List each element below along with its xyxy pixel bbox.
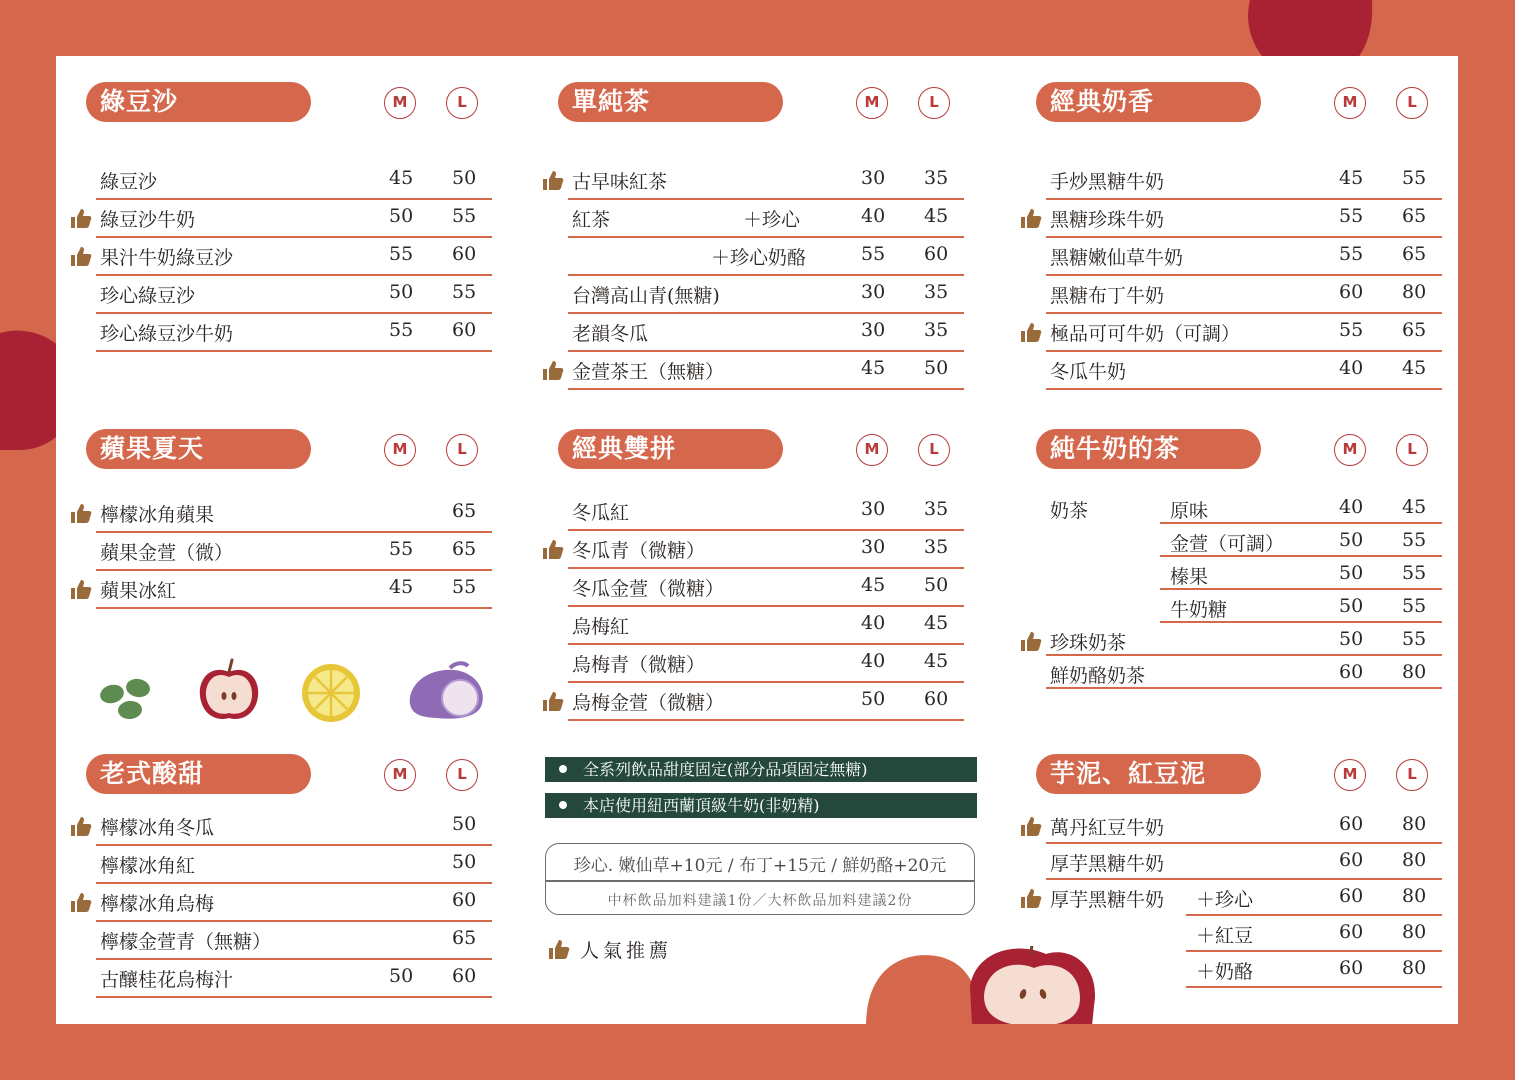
price-l: 50 xyxy=(924,574,949,596)
menu-row xyxy=(86,808,506,846)
item-option: ＋珍心奶酪 xyxy=(711,247,807,269)
menu-row xyxy=(1036,557,1456,590)
menu-row xyxy=(558,569,978,607)
price-m: 50 xyxy=(389,205,414,227)
price-l: 65 xyxy=(452,500,477,522)
item-name: 古早味紅茶 xyxy=(572,171,668,193)
item-name: 老韻冬瓜 xyxy=(572,323,649,345)
size-m-badge: M xyxy=(1334,87,1366,119)
item-name: 金萱茶王（無糖） xyxy=(572,361,725,383)
section-title: 經典奶香 xyxy=(1036,82,1261,122)
section-old-sour-sweet xyxy=(86,754,516,1024)
apple-decoration-bottom xyxy=(866,946,1106,1024)
menu-row xyxy=(86,276,506,314)
size-m-badge: M xyxy=(856,434,888,466)
item-name: 紅茶 xyxy=(572,209,611,231)
item-option: 牛奶糖 xyxy=(1170,599,1228,621)
thumbs-up-icon xyxy=(542,538,564,560)
price-l: 80 xyxy=(1402,281,1427,303)
menu-row xyxy=(1036,808,1456,844)
price-m: 60 xyxy=(1339,661,1364,683)
price-l: 65 xyxy=(452,927,477,949)
size-l-badge: L xyxy=(918,87,950,119)
price-l: 80 xyxy=(1402,957,1427,979)
item-name: 蘋果冰紅 xyxy=(100,580,177,602)
price-m: 45 xyxy=(861,357,886,379)
size-l-badge: L xyxy=(446,87,478,119)
item-name: 冬瓜紅 xyxy=(572,502,630,524)
price-m: 50 xyxy=(1339,529,1364,551)
menu-board xyxy=(56,56,1458,1024)
item-name: 檸檬金萱青（無糖） xyxy=(100,931,272,953)
section-title: 綠豆沙 xyxy=(86,82,311,122)
menu-row xyxy=(86,238,506,276)
price-m: 30 xyxy=(861,536,886,558)
section-pure-tea xyxy=(558,82,988,402)
item-name: 厚芋黑糖牛奶 xyxy=(1050,853,1165,875)
price-m: 40 xyxy=(861,612,886,634)
notice-milk: 本店使用紐西蘭頂級牛奶(非奶精) xyxy=(545,793,977,818)
item-name: 古釀桂花烏梅汁 xyxy=(100,969,234,991)
price-m: 45 xyxy=(389,167,414,189)
size-l-badge: L xyxy=(1396,759,1428,791)
price-m: 60 xyxy=(1339,813,1364,835)
size-m-badge: M xyxy=(1334,759,1366,791)
menu-row xyxy=(1036,314,1456,352)
item-name: 綠豆沙牛奶 xyxy=(100,209,196,231)
price-l: 65 xyxy=(1402,319,1427,341)
price-l: 35 xyxy=(924,319,949,341)
size-l-badge: L xyxy=(918,434,950,466)
menu-row xyxy=(1036,880,1456,916)
size-m-badge: M xyxy=(856,87,888,119)
price-l: 65 xyxy=(452,538,477,560)
price-m: 55 xyxy=(1339,243,1364,265)
menu-row xyxy=(558,607,978,645)
item-name: 冬瓜牛奶 xyxy=(1050,361,1127,383)
item-name: 烏梅金萱（微糖） xyxy=(572,692,725,714)
item-name: 奶茶 xyxy=(1050,500,1089,522)
menu-row xyxy=(558,200,978,238)
section-title: 單純茶 xyxy=(558,82,783,122)
price-m: 60 xyxy=(1339,957,1364,979)
price-l: 35 xyxy=(924,167,949,189)
item-name: 蘋果金萱（微） xyxy=(100,542,234,564)
price-l: 35 xyxy=(924,536,949,558)
size-l-badge: L xyxy=(1396,434,1428,466)
item-name: 鮮奶酪奶茶 xyxy=(1050,665,1146,687)
price-m: 55 xyxy=(1339,319,1364,341)
item-name: 厚芋黑糖牛奶 xyxy=(1050,889,1165,911)
menu-row xyxy=(86,162,506,200)
menu-row xyxy=(86,884,506,922)
size-m-badge: M xyxy=(1334,434,1366,466)
item-name: 烏梅紅 xyxy=(572,616,630,638)
price-l: 65 xyxy=(1402,243,1427,265)
menu-row xyxy=(558,645,978,683)
thumbs-up-icon xyxy=(1020,321,1042,343)
addon-note: 中杯飲品加料建議1份／大杯飲品加料建議2份 xyxy=(607,893,913,909)
item-name: 檸檬冰角冬瓜 xyxy=(100,817,215,839)
item-name: 萬丹紅豆牛奶 xyxy=(1050,817,1165,839)
item-name: 烏梅青（微糖） xyxy=(572,654,706,676)
menu-row xyxy=(1036,656,1456,689)
price-m: 45 xyxy=(1339,167,1364,189)
thumbs-up-icon xyxy=(70,815,92,837)
item-name: 極品可可牛奶（可調） xyxy=(1050,323,1241,345)
thumbs-up-icon xyxy=(542,359,564,381)
price-m: 40 xyxy=(861,205,886,227)
price-m: 55 xyxy=(389,243,414,265)
item-option: 原味 xyxy=(1170,500,1209,522)
price-l: 55 xyxy=(452,576,477,598)
price-l: 45 xyxy=(1402,357,1427,379)
price-m: 50 xyxy=(1339,562,1364,584)
price-l: 80 xyxy=(1402,921,1427,943)
menu-row xyxy=(86,960,506,998)
size-m-badge: M xyxy=(384,759,416,791)
menu-row xyxy=(1036,491,1456,524)
section-classic-double xyxy=(558,429,988,749)
menu-row xyxy=(558,531,978,569)
price-m: 50 xyxy=(861,688,886,710)
price-m: 60 xyxy=(1339,281,1364,303)
item-name: 黑糖嫩仙草牛奶 xyxy=(1050,247,1184,269)
price-l: 80 xyxy=(1402,849,1427,871)
price-m: 50 xyxy=(389,281,414,303)
price-l: 60 xyxy=(452,319,477,341)
addon-pricing-box xyxy=(545,843,975,915)
price-l: 45 xyxy=(924,205,949,227)
menu-row xyxy=(558,493,978,531)
mung-bean-icon xyxy=(98,674,160,724)
item-option: ＋奶酪 xyxy=(1196,961,1254,983)
price-l: 55 xyxy=(1402,628,1427,650)
menu-row xyxy=(1036,238,1456,276)
price-l: 55 xyxy=(452,281,477,303)
thumbs-up-icon xyxy=(542,169,564,191)
section-title: 芋泥、紅豆泥 xyxy=(1036,754,1261,794)
price-m: 55 xyxy=(1339,205,1364,227)
price-m: 40 xyxy=(1339,496,1364,518)
thumbs-up-icon xyxy=(1020,630,1042,652)
size-m-badge: M xyxy=(384,434,416,466)
menu-row xyxy=(86,314,506,352)
item-name: 綠豆沙 xyxy=(100,171,158,193)
menu-row xyxy=(1036,162,1456,200)
menu-row xyxy=(1036,524,1456,557)
price-l: 55 xyxy=(1402,167,1427,189)
price-m: 50 xyxy=(389,965,414,987)
item-name: 檸檬冰角烏梅 xyxy=(100,893,215,915)
item-name: 珍心綠豆沙 xyxy=(100,285,196,307)
menu-row xyxy=(558,314,978,352)
price-l: 45 xyxy=(924,612,949,634)
thumbs-up-icon xyxy=(70,578,92,600)
price-m: 55 xyxy=(389,538,414,560)
size-l-badge: L xyxy=(1396,87,1428,119)
price-m: 50 xyxy=(1339,628,1364,650)
menu-row xyxy=(1036,200,1456,238)
menu-row xyxy=(558,162,978,200)
menu-row xyxy=(1036,276,1456,314)
apple-half-icon xyxy=(196,658,262,724)
price-l: 60 xyxy=(452,243,477,265)
item-name: 台灣高山青(無糖) xyxy=(572,285,720,307)
price-l: 80 xyxy=(1402,885,1427,907)
item-name: 冬瓜青（微糖） xyxy=(572,540,706,562)
item-name: 檸檬冰角紅 xyxy=(100,855,196,877)
price-l: 35 xyxy=(924,498,949,520)
thumbs-up-icon xyxy=(1020,815,1042,837)
price-l: 65 xyxy=(1402,205,1427,227)
price-m: 40 xyxy=(861,650,886,672)
price-l: 60 xyxy=(924,688,949,710)
menu-row xyxy=(558,352,978,390)
price-l: 80 xyxy=(1402,813,1427,835)
thumbs-up-icon xyxy=(70,891,92,913)
price-m: 45 xyxy=(861,574,886,596)
thumbs-up-icon xyxy=(70,502,92,524)
price-l: 35 xyxy=(924,281,949,303)
item-name: 果汁牛奶綠豆沙 xyxy=(100,247,234,269)
menu-row xyxy=(86,571,506,609)
price-l: 55 xyxy=(1402,595,1427,617)
notice-sweetness: 全系列飲品甜度固定(部分品項固定無糖) xyxy=(545,757,977,782)
item-name: 珍心綠豆沙牛奶 xyxy=(100,323,234,345)
price-m: 55 xyxy=(389,319,414,341)
price-m: 60 xyxy=(1339,849,1364,871)
popular-legend-label: 人氣推薦 xyxy=(580,940,673,962)
taro-icon xyxy=(406,660,488,722)
item-name: 黑糖珍珠牛奶 xyxy=(1050,209,1165,231)
item-option: ＋珍心 xyxy=(743,209,801,231)
price-m: 30 xyxy=(861,319,886,341)
section-title: 老式酸甜 xyxy=(86,754,311,794)
menu-row xyxy=(86,533,506,571)
thumbs-up-icon xyxy=(1020,207,1042,229)
size-l-badge: L xyxy=(446,759,478,791)
item-option: 榛果 xyxy=(1170,566,1209,588)
thumbs-up-icon xyxy=(1020,887,1042,909)
section-classic-milk xyxy=(1036,82,1458,402)
price-l: 80 xyxy=(1402,661,1427,683)
menu-row xyxy=(558,683,978,721)
price-l: 50 xyxy=(452,851,477,873)
section-mung-bean xyxy=(86,82,516,402)
menu-row xyxy=(86,200,506,238)
item-option: 金萱（可調） xyxy=(1170,533,1285,555)
menu-row xyxy=(1036,590,1456,623)
price-l: 60 xyxy=(452,965,477,987)
addon-prices: 珍心. 嫩仙草+10元 / 布丁+15元 / 鮮奶酪+20元 xyxy=(573,856,947,876)
thumbs-up-icon xyxy=(548,938,570,960)
section-title: 經典雙拼 xyxy=(558,429,783,469)
price-m: 45 xyxy=(389,576,414,598)
menu-row xyxy=(558,276,978,314)
item-option: ＋珍心 xyxy=(1196,889,1254,911)
price-m: 30 xyxy=(861,498,886,520)
menu-row xyxy=(86,495,506,533)
section-title: 蘋果夏天 xyxy=(86,429,311,469)
price-m: 60 xyxy=(1339,921,1364,943)
section-title: 純牛奶的茶 xyxy=(1036,429,1261,469)
menu-row xyxy=(86,922,506,960)
price-m: 30 xyxy=(861,167,886,189)
menu-row xyxy=(1036,352,1456,390)
price-l: 50 xyxy=(924,357,949,379)
price-l: 45 xyxy=(924,650,949,672)
price-l: 55 xyxy=(1402,562,1427,584)
menu-row xyxy=(1036,623,1456,656)
price-l: 50 xyxy=(452,167,477,189)
item-name: 黑糖布丁牛奶 xyxy=(1050,285,1165,307)
price-l: 55 xyxy=(1402,529,1427,551)
price-m: 55 xyxy=(861,243,886,265)
menu-row xyxy=(1036,844,1456,880)
item-option: ＋紅豆 xyxy=(1196,925,1254,947)
price-l: 45 xyxy=(1402,496,1427,518)
item-name: 珍珠奶茶 xyxy=(1050,632,1127,654)
lemon-slice-icon xyxy=(300,662,362,724)
price-l: 60 xyxy=(924,243,949,265)
price-l: 55 xyxy=(452,205,477,227)
size-m-badge: M xyxy=(384,87,416,119)
thumbs-up-icon xyxy=(542,690,564,712)
thumbs-up-icon xyxy=(70,245,92,267)
item-name: 冬瓜金萱（微糖） xyxy=(572,578,725,600)
price-l: 60 xyxy=(452,889,477,911)
thumbs-up-icon xyxy=(70,207,92,229)
item-name: 手炒黑糖牛奶 xyxy=(1050,171,1165,193)
size-l-badge: L xyxy=(446,434,478,466)
section-milk-tea xyxy=(1036,429,1458,749)
menu-row xyxy=(86,846,506,884)
item-name: 檸檬冰角蘋果 xyxy=(100,504,215,526)
price-l: 50 xyxy=(452,813,477,835)
price-m: 30 xyxy=(861,281,886,303)
price-m: 40 xyxy=(1339,357,1364,379)
price-m: 50 xyxy=(1339,595,1364,617)
price-m: 60 xyxy=(1339,885,1364,907)
menu-row xyxy=(558,238,978,276)
